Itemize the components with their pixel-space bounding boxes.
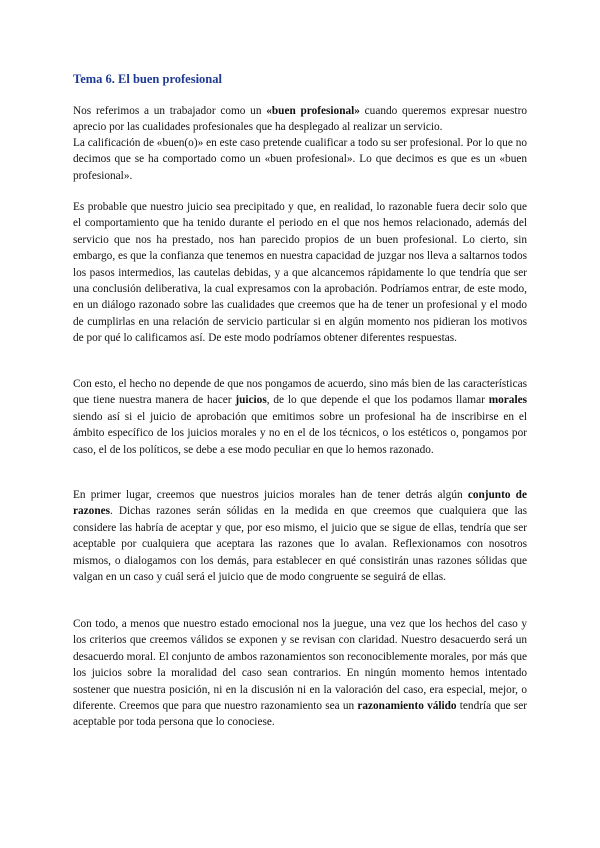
text-span: siendo así si el juicio de aprobación que emitimos sobre un profesional ha de inscribirse en el ámbito específico de los juicios morales y no en el de los técnicos, o los estéticos o, pongamos por caso, el de los políticos, se debe a ese modo peculiar en que lo hemos razonado.: [73, 410, 527, 456]
text-span: . Dichas razones serán sólidas en la medida en que creemos que cualquiera que las considere las habría de aceptar y que, por eso mismo, el juicio que se sigue de ellas, tendría que ser aceptable por cualquiera que aceptara las razones que lo avalan. Reflexionamos con nosotros mismos, o dialogamos con los demás, para establecer en qué consistirán unas razones sólidas que valgan en un caso y cuál será el juicio que de modo congruente se seguirá de ellas.: [73, 505, 527, 584]
text-span: , de lo que depende el que los podamos llamar: [266, 394, 489, 407]
text-span: Con esto, el hecho no depende de que nos pongamos de acuerdo, sino más bien de las características que tiene nuestra manera de hacer: [73, 378, 527, 407]
text-span: Con todo, a menos que nuestro estado emocional nos la juegue, una vez que los hechos del caso y los criterios que creemos válidos se exponen y se revisan con claridad. Nuestro desacuerdo será un desacuerdo moral. El conjunto de ambos razonamientos son reconociblemente morales, por más que los juicios sobre la moralidad del caso sean contrarios. En ningún momento hemos intentado sostener que nuestra posición, ni en la discusión ni en la valoración del caso, era especial, mejor, o diferente. Creemos que para que nuestro razonamiento sea un: [73, 618, 527, 713]
text-span: cuando queremos expresar nuestro aprecio por las cualidades profesionales que ha desplegado al realizar un servicio.: [73, 105, 527, 134]
text-span: tendría que ser aceptable por toda persona que lo conociese.: [73, 700, 527, 729]
paragraph-calificacion: La calificación de «buen(o)» en este caso pretende cualificar a todo su ser profesional. Por lo que no decimos que se ha comportado como un «buen profesional». Lo que decimos es que es un «buen profesional».: [73, 137, 527, 182]
bold-term-juicios: juicios: [235, 394, 267, 407]
text-span: En primer lugar, creemos que nuestros juicios morales han de tener detrás algún: [73, 489, 468, 501]
document-title: Tema 6. El buen profesional: [73, 72, 222, 86]
bold-term-morales: morales: [488, 394, 527, 407]
paragraph-primer-lugar: [73, 487, 527, 585]
text-span: Nos referimos a un trabajador como un: [73, 105, 267, 117]
paragraph-juicio: Es probable que nuestro juicio sea precipitado y que, en realidad, lo razonable fuera decir solo que el comportamiento que ha tenido durante el periodo en el que nos hemos relacionado, además del servicio que nos ha prestado, nos han parecido propios de un buen profesional. Lo cierto, sin embargo, es que la confianza que tenemos en nuestra capacidad de juzgar nos lleva a saltarnos todos los pasos intermedios, las cautelas debidas, y a que alcancemos rápidamente lo que tendría que ser una conclusión deliberativa, la cual expresamos con la aprobación. Podríamos entrar, de este modo, en un diálogo razonado sobre las cualidades que creemos que ha de tener un profesional y el modo de cumplirlas en una relación de servicio particular si en algún momento nos pidieran los motivos de por qué lo calificamos así. De este modo podríamos obtener diferentes respuestas.: [73, 201, 527, 345]
bold-term-buen-profesional: «buen profesional»: [266, 105, 360, 117]
paragraph-con-todo: [73, 616, 527, 731]
paragraph-con-esto: [73, 376, 527, 458]
bold-term-razonamiento-valido: razonamiento válido: [357, 700, 457, 713]
paragraph-intro: [73, 103, 527, 136]
bold-term-conjunto-de-razones: conjunto de razones: [73, 489, 527, 518]
